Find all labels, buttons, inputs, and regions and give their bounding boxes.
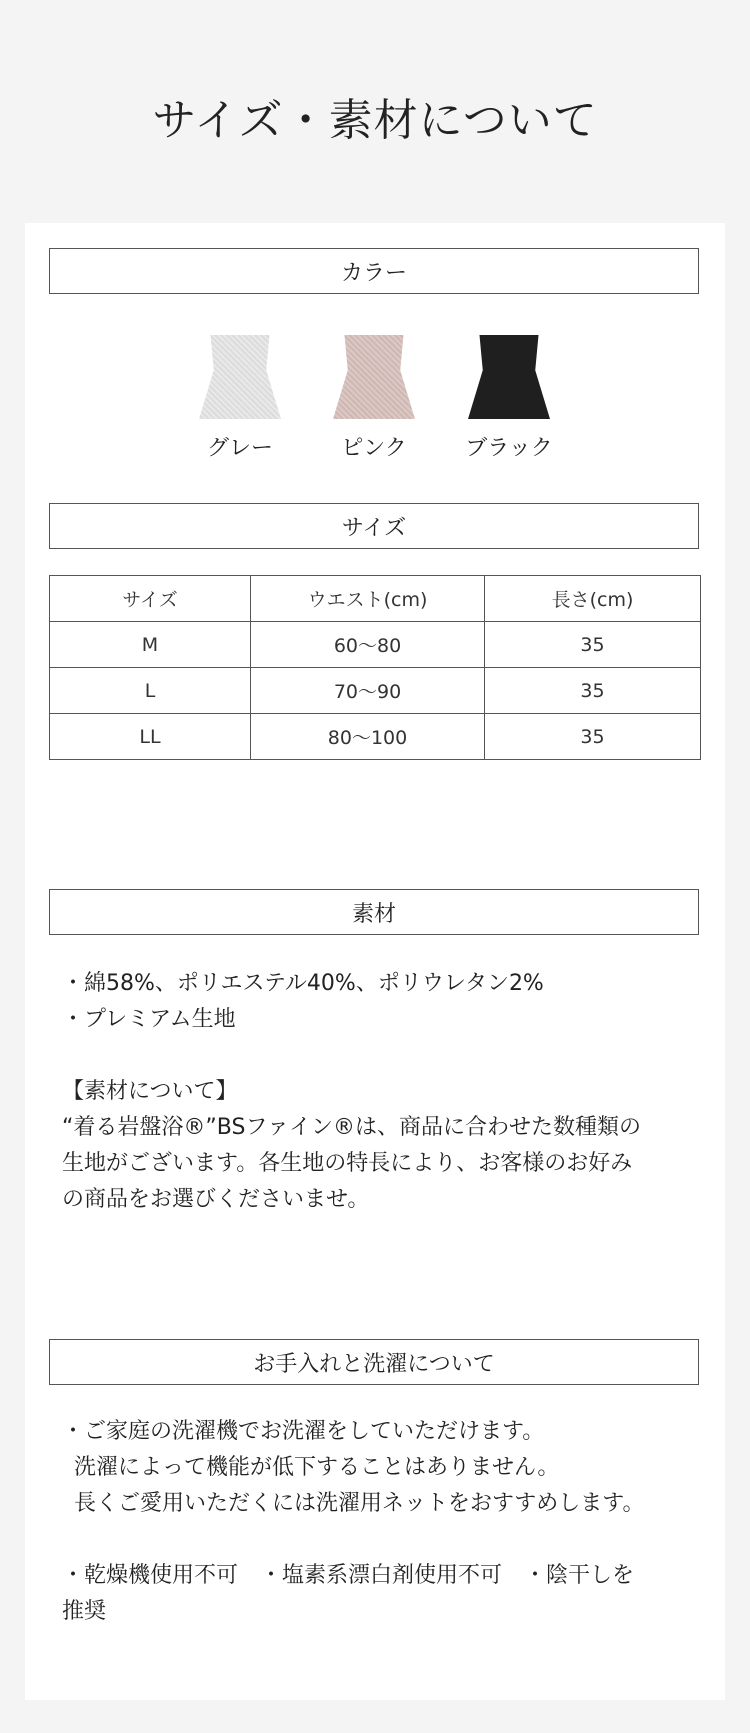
table-header-row: [50, 576, 701, 622]
column-header: 長さ(cm): [485, 576, 701, 622]
table-cell: 35: [485, 714, 701, 760]
swatch-pink: [319, 335, 429, 462]
table-cell: 35: [485, 622, 701, 668]
material-bullet: ・プレミアム生地: [62, 1007, 236, 1032]
table-cell: 35: [485, 668, 701, 714]
material-bullet: ・綿58%、ポリエステル40%、ポリウレタン2%: [62, 971, 544, 996]
care-section-header: お手入れと洗濯について: [49, 1339, 699, 1385]
swatch-label: ブラック: [465, 436, 553, 461]
table-cell: 70〜90: [251, 668, 485, 714]
size-section-header: サイズ: [49, 503, 699, 549]
spacer: [62, 1522, 692, 1558]
material-about-line: の商品をお選びくださいませ。: [62, 1187, 370, 1212]
table-row: [50, 714, 701, 760]
spacer: [62, 1038, 692, 1074]
color-swatches: [25, 335, 725, 465]
content-card: [25, 223, 725, 1700]
material-about-heading: 【素材について】: [62, 1079, 238, 1104]
black-belly-band-image: [468, 335, 550, 419]
care-text: [62, 1414, 692, 1630]
pink-belly-band-image: [333, 335, 415, 419]
swatch-black: [454, 335, 564, 462]
material-section-header: 素材: [49, 889, 699, 935]
gray-belly-band-image: [199, 335, 281, 419]
care-notes: 推奨: [62, 1599, 107, 1624]
size-table: [49, 575, 701, 760]
swatch-gray: [185, 335, 295, 462]
material-text: [62, 966, 692, 1218]
color-section-header: カラー: [49, 248, 699, 294]
table-cell: M: [50, 622, 251, 668]
material-about-line: 生地がございます。各生地の特長により、お客様のお好み: [62, 1151, 633, 1176]
care-line: 洗濯によって機能が低下することはありません。: [74, 1455, 560, 1480]
swatch-label: ピンク: [341, 436, 407, 461]
page-title: サイズ・素材について: [152, 95, 598, 146]
column-header: サイズ: [50, 576, 251, 622]
care-line: 長くご愛用いただくには洗濯用ネットをおすすめします。: [74, 1491, 645, 1516]
column-header: ウエスト(cm): [251, 576, 485, 622]
care-line: ・ご家庭の洗濯機でお洗濯をしていただけます。: [62, 1419, 545, 1444]
swatch-label: グレー: [206, 436, 273, 461]
material-about-line: “着る岩盤浴®”BSファイン®は、商品に合わせた数種類の: [62, 1115, 642, 1140]
table-cell: 60〜80: [251, 622, 485, 668]
table-cell: L: [50, 668, 251, 714]
table-row: [50, 622, 701, 668]
care-notes: ・乾燥機使用不可 ・塩素系漂白剤使用不可 ・陰干しを: [62, 1563, 635, 1588]
table-cell: LL: [50, 714, 251, 760]
table-row: [50, 668, 701, 714]
table-cell: 80〜100: [251, 714, 485, 760]
